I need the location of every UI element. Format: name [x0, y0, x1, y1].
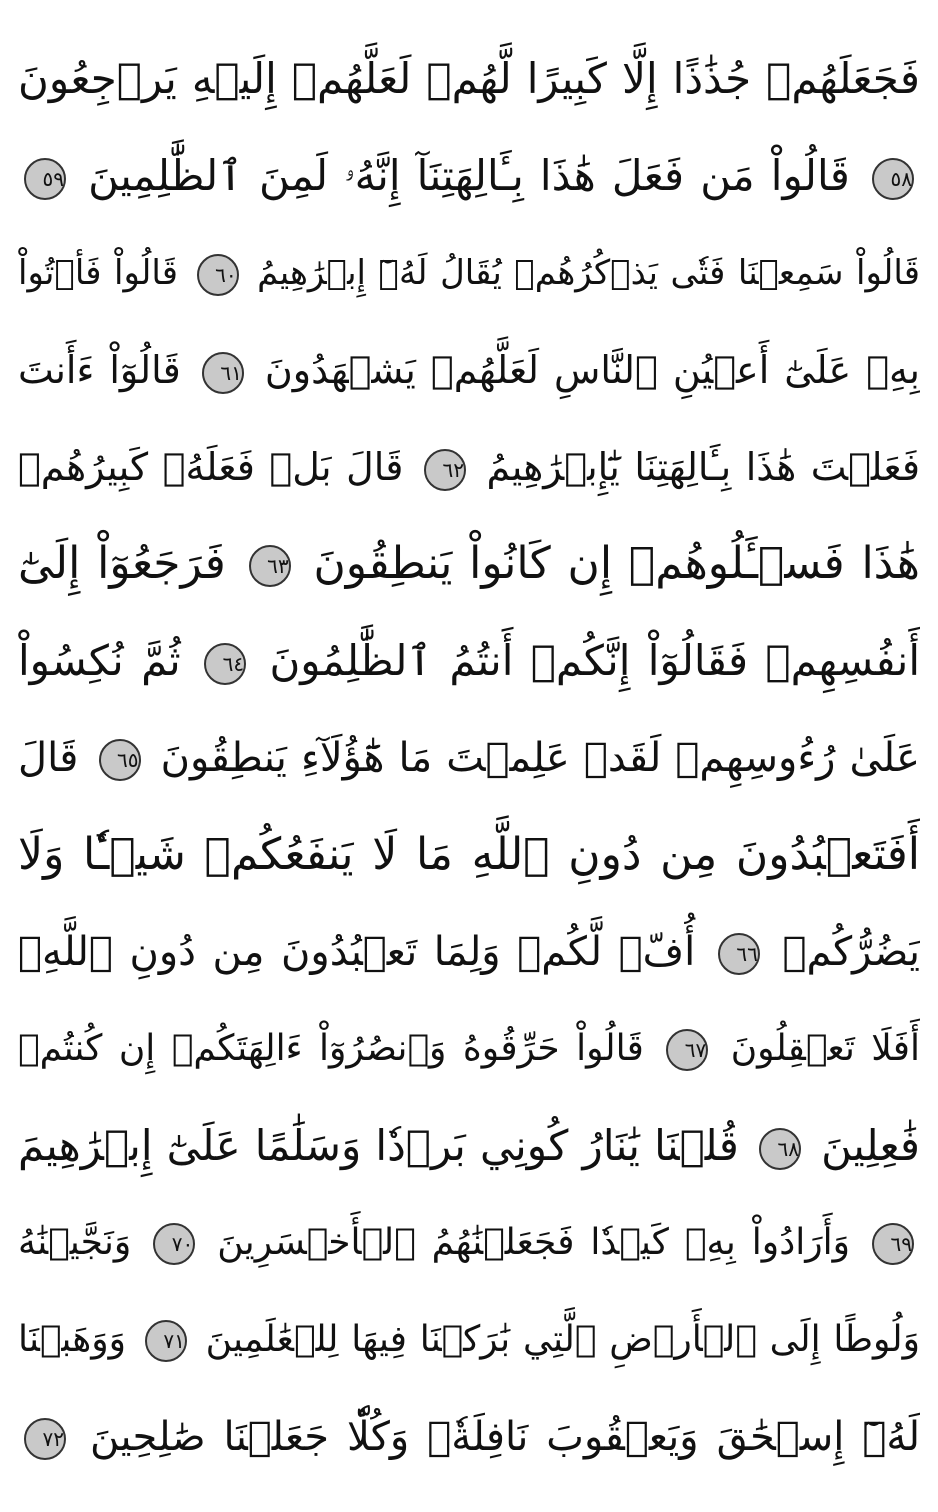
ayah-number-marker: ٦٦	[718, 933, 760, 975]
text-line	[18, 32, 920, 126]
text-line	[18, 614, 920, 708]
verse-text: فَجَعَلَهُمۡ جُذَٰذًا إِلَّا كَبِيرًا لَّهُمۡ لَعَلَّهُمۡ إِلَيۡهِ يَرۡجِعُونَ	[18, 54, 920, 103]
mushaf-page	[18, 0, 920, 1512]
ayah-number-marker: ٦٢	[424, 449, 466, 491]
text-line	[18, 1099, 920, 1193]
verse-text: عَلَىٰ رُءُوسِهِمۡ لَقَدۡ عَلِمۡتَ مَا هَٰٓؤُلَآءِ يَنطِقُونَ	[160, 735, 920, 781]
verse-text: وَلُوطًا إِلَى ٱلۡأَرۡضِ ٱلَّتِي بَٰرَكۡنَا فِيهَا لِلۡعَٰلَمِينَ	[205, 1319, 920, 1360]
ayah-number-marker: ٦١	[202, 352, 244, 394]
text-line	[18, 517, 920, 611]
verse-text: بِهِۦ عَلَىٰٓ أَعۡيُنِ ٱلنَّاسِ لَعَلَّهُمۡ يَشۡهَدُونَ	[264, 348, 920, 392]
text-line	[18, 905, 920, 999]
verse-text: أَفَتَعۡبُدُونَ مِن دُونِ ٱللَّهِ مَا لَا يَنفَعُكُمۡ شَيۡـٔٗا وَلَا	[18, 829, 920, 880]
ayah-number-marker: ٧١	[145, 1320, 187, 1362]
verse-text: أَنفُسِهِمۡ فَقَالُوٓاْ إِنَّكُمۡ أَنتُمُ ٱلظَّٰلِمُونَ	[269, 636, 920, 685]
verse-text: قَالُواْ مَن فَعَلَ هَٰذَا بِـَٔالِهَتِنَآ إِنَّهُۥ لَمِنَ ٱلظَّٰلِمِينَ	[88, 151, 850, 200]
ayah-number-marker: ٧٢	[24, 1418, 66, 1460]
text-line	[18, 323, 920, 417]
verse-text: قَالُواْ سَمِعۡنَا فَتٗى يَذۡكُرُهُمۡ يُقَالُ لَهُۥٓ إِبۡرَٰهِيمُ	[257, 253, 920, 293]
ayah-number-marker: ٦٩	[872, 1223, 914, 1265]
text-line	[18, 420, 920, 514]
ayah-number-marker: ٧٠	[153, 1223, 195, 1265]
text-line	[18, 1196, 920, 1290]
ayah-number-marker: ٦٧	[666, 1029, 708, 1071]
ayah-number-marker: ٦٨	[759, 1128, 801, 1170]
verse-text: قَالَ بَلۡ فَعَلَهُۥ كَبِيرُهُمۡ	[18, 445, 404, 489]
ayah-number-marker: ٥٩	[24, 158, 66, 200]
ayah-number-marker: ٥٨	[872, 158, 914, 200]
ayah-number-marker: ٦٤	[204, 643, 246, 685]
text-line	[18, 1002, 920, 1096]
text-line	[18, 226, 920, 320]
verse-text: يَضُرُّكُمۡ	[782, 929, 920, 975]
verse-text: فَعَلۡتَ هَٰذَا بِـَٔالِهَتِنَا يَٰٓإِبۡرَٰهِيمُ	[486, 445, 920, 489]
verse-text: قَالُواْ فَأۡتُواْ	[18, 253, 179, 293]
verse-text: أُفّٖ لَّكُمۡ وَلِمَا تَعۡبُدُونَ مِن دُونِ ٱللَّهِۚ	[18, 929, 696, 975]
verse-text: قَالَ	[18, 735, 79, 781]
text-line	[18, 129, 920, 223]
ayah-number-marker: ٦٠	[197, 254, 239, 296]
verse-text: قَالُواْ حَرِّقُوهُ وَٱنصُرُوٓاْ ءَالِهَتَكُمۡ إِن كُنتُمۡ	[18, 1028, 644, 1069]
verse-text: ثُمَّ نُكِسُواْ	[18, 636, 181, 685]
verse-text: فَٰعِلِينَ	[821, 1121, 920, 1170]
verse-text: أَفَلَا تَعۡقِلُونَ	[730, 1028, 920, 1069]
verse-text: قَالُوٓاْ ءَأَنتَ	[18, 348, 181, 392]
verse-text: هَٰذَا فَسۡـَٔلُوهُمۡ إِن كَانُواْ يَنطِقُونَ	[313, 538, 920, 589]
text-line	[18, 808, 920, 902]
verse-text: قُلۡنَا يَٰنَارُ كُونِي بَرۡدٗا وَسَلَٰمًا عَلَىٰٓ إِبۡرَٰهِيمَ	[18, 1121, 739, 1170]
verse-text: وَنَجَّيۡنَٰهُ	[18, 1222, 132, 1263]
verse-text: وَوَهَبۡنَا	[18, 1319, 127, 1360]
ayah-number-marker: ٦٣	[249, 545, 291, 587]
text-line	[18, 1293, 920, 1387]
verse-text: وَأَرَادُواْ بِهِۦ كَيۡدٗا فَجَعَلۡنَٰهُمُ ٱلۡأَخۡسَرِينَ	[217, 1222, 850, 1263]
verse-text: فَرَجَعُوٓاْ إِلَىٰٓ	[18, 538, 226, 589]
ayah-number-marker: ٦٥	[99, 739, 141, 781]
verse-text: لَهُۥٓ إِسۡحَٰقَ وَيَعۡقُوبَ نَافِلَةٗۖ وَكُلّٗا جَعَلۡنَا صَٰلِحِينَ	[89, 1414, 920, 1460]
text-line	[18, 711, 920, 805]
text-line	[18, 1390, 920, 1484]
